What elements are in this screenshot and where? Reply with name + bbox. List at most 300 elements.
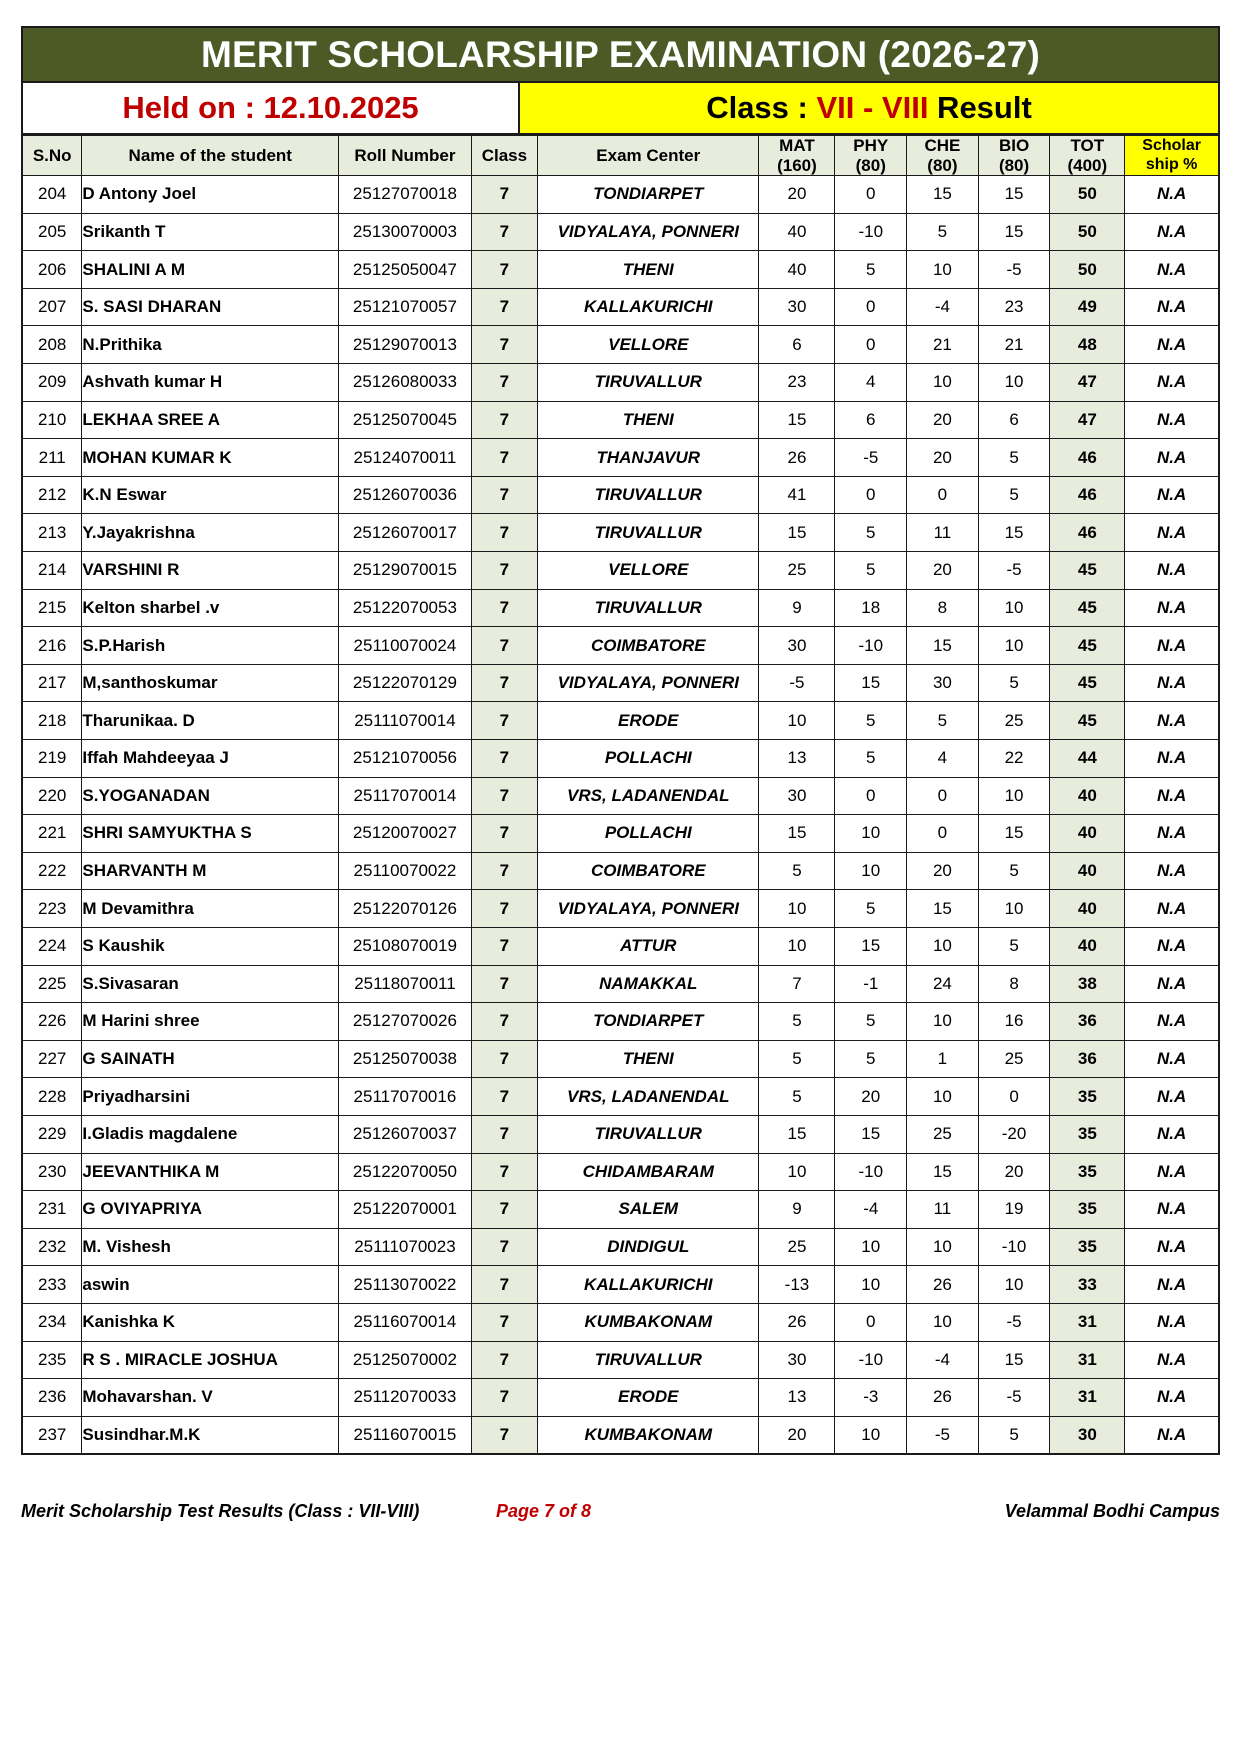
cell-total-score: 31 [1050, 1341, 1125, 1379]
cell-bio-score: -5 [978, 251, 1050, 289]
cell-class: 7 [471, 1303, 537, 1341]
cell-exam-center: DINDIGUL [538, 1228, 759, 1266]
table-row [22, 1416, 1219, 1454]
cell-phy-score: 15 [835, 664, 907, 702]
cell-phy-score: -1 [835, 965, 907, 1003]
held-on-text: Held on : 12.10.2025 [122, 90, 419, 125]
cell-class: 7 [471, 213, 537, 251]
cell-sno: 226 [22, 1003, 82, 1041]
cell-phy-score: 5 [835, 1040, 907, 1078]
cell-class: 7 [471, 927, 537, 965]
cell-student-name: K.N Eswar [82, 476, 339, 514]
cell-mat-score: -13 [759, 1266, 835, 1304]
cell-phy-score: 10 [835, 815, 907, 853]
cell-che-score: 24 [907, 965, 979, 1003]
cell-exam-center: TIRUVALLUR [538, 476, 759, 514]
table-row [22, 476, 1219, 514]
cell-total-score: 50 [1050, 251, 1125, 289]
cell-total-score: 40 [1050, 852, 1125, 890]
cell-mat-score: 5 [759, 1078, 835, 1116]
cell-roll-number: 25124070011 [339, 439, 472, 477]
cell-roll-number: 25122070053 [339, 589, 472, 627]
cell-bio-score: -10 [978, 1228, 1050, 1266]
cell-che-score: 10 [907, 1228, 979, 1266]
cell-sno: 231 [22, 1191, 82, 1229]
cell-che-score: 20 [907, 439, 979, 477]
cell-phy-score: 4 [835, 364, 907, 402]
cell-exam-center: NAMAKKAL [538, 965, 759, 1003]
cell-scholarship-pct: N.A [1125, 1228, 1219, 1266]
class-label-prefix: Class : [706, 90, 817, 125]
column-header-bio-max: (80) [998, 155, 1030, 175]
cell-exam-center: TIRUVALLUR [538, 589, 759, 627]
cell-phy-score: 5 [835, 890, 907, 928]
cell-student-name: Susindhar.M.K [82, 1416, 339, 1454]
cell-phy-score: -10 [835, 1153, 907, 1191]
results-table [21, 135, 1220, 1455]
cell-che-score: 15 [907, 890, 979, 928]
column-header-tot-label: TOT [1070, 136, 1105, 155]
cell-roll-number: 25125070002 [339, 1341, 472, 1379]
table-row [22, 514, 1219, 552]
cell-exam-center: TIRUVALLUR [538, 1115, 759, 1153]
table-row [22, 326, 1219, 364]
cell-class: 7 [471, 552, 537, 590]
table-row [22, 213, 1219, 251]
cell-roll-number: 25120070027 [339, 815, 472, 853]
cell-bio-score: 5 [978, 476, 1050, 514]
cell-scholarship-pct: N.A [1125, 777, 1219, 815]
cell-student-name: M Harini shree [82, 1003, 339, 1041]
cell-sno: 228 [22, 1078, 82, 1116]
page-footer [21, 1501, 1220, 1522]
column-header-mat-label: MAT [779, 136, 815, 155]
cell-exam-center: THENI [538, 401, 759, 439]
cell-mat-score: 40 [759, 213, 835, 251]
class-label-suffix: Result [928, 90, 1032, 125]
cell-exam-center: TIRUVALLUR [538, 514, 759, 552]
cell-mat-score: 41 [759, 476, 835, 514]
cell-scholarship-pct: N.A [1125, 288, 1219, 326]
column-header-name [82, 136, 339, 176]
cell-total-score: 44 [1050, 740, 1125, 778]
cell-class: 7 [471, 1266, 537, 1304]
column-header-scholarship-label: Scholar [1142, 137, 1201, 155]
column-header-sno [22, 136, 82, 176]
cell-total-score: 46 [1050, 476, 1125, 514]
cell-phy-score: 15 [835, 927, 907, 965]
cell-sno: 229 [22, 1115, 82, 1153]
cell-total-score: 30 [1050, 1416, 1125, 1454]
cell-exam-center: TIRUVALLUR [538, 364, 759, 402]
cell-mat-score: 5 [759, 852, 835, 890]
column-header-mat-max: (160) [777, 155, 817, 175]
cell-phy-score: 0 [835, 777, 907, 815]
cell-che-score: 0 [907, 777, 979, 815]
column-header-center-label: Exam Center [596, 145, 701, 165]
cell-student-name: G OVIYAPRIYA [82, 1191, 339, 1229]
cell-class: 7 [471, 702, 537, 740]
column-header-sno-label: S.No [32, 145, 72, 165]
class-result-cell [520, 83, 1218, 133]
cell-sno: 208 [22, 326, 82, 364]
page-title: MERIT SCHOLARSHIP EXAMINATION (2026-27) [200, 33, 1041, 75]
cell-mat-score: 30 [759, 777, 835, 815]
cell-roll-number: 25125070045 [339, 401, 472, 439]
cell-total-score: 40 [1050, 927, 1125, 965]
cell-che-score: 0 [907, 815, 979, 853]
table-row [22, 364, 1219, 402]
cell-phy-score: -5 [835, 439, 907, 477]
class-result-text [706, 90, 1032, 126]
cell-che-score: 20 [907, 401, 979, 439]
cell-sno: 230 [22, 1153, 82, 1191]
cell-student-name: I.Gladis magdalene [82, 1115, 339, 1153]
cell-class: 7 [471, 890, 537, 928]
cell-scholarship-pct: N.A [1125, 1153, 1219, 1191]
cell-che-score: 10 [907, 1303, 979, 1341]
cell-sno: 237 [22, 1416, 82, 1454]
cell-phy-score: 10 [835, 852, 907, 890]
cell-che-score: 26 [907, 1266, 979, 1304]
column-header-phy-label: PHY [853, 136, 889, 155]
cell-class: 7 [471, 1191, 537, 1229]
cell-sno: 209 [22, 364, 82, 402]
cell-mat-score: 30 [759, 1341, 835, 1379]
cell-che-score: 10 [907, 251, 979, 289]
cell-phy-score: -4 [835, 1191, 907, 1229]
cell-roll-number: 25118070011 [339, 965, 472, 1003]
cell-exam-center: KUMBAKONAM [538, 1416, 759, 1454]
cell-che-score: 10 [907, 1003, 979, 1041]
cell-bio-score: 25 [978, 1040, 1050, 1078]
cell-bio-score: 20 [978, 1153, 1050, 1191]
cell-phy-score: 5 [835, 251, 907, 289]
cell-total-score: 31 [1050, 1303, 1125, 1341]
cell-che-score: 5 [907, 213, 979, 251]
cell-exam-center: TIRUVALLUR [538, 1341, 759, 1379]
cell-total-score: 45 [1050, 664, 1125, 702]
cell-class: 7 [471, 401, 537, 439]
cell-student-name: Srikanth T [82, 213, 339, 251]
cell-exam-center: COIMBATORE [538, 852, 759, 890]
cell-total-score: 45 [1050, 627, 1125, 665]
cell-exam-center: VIDYALAYA, PONNERI [538, 890, 759, 928]
cell-total-score: 45 [1050, 552, 1125, 590]
exam-title-banner [21, 26, 1220, 83]
cell-scholarship-pct: N.A [1125, 251, 1219, 289]
cell-che-score: -5 [907, 1416, 979, 1454]
cell-roll-number: 25117070016 [339, 1078, 472, 1116]
cell-exam-center: ATTUR [538, 927, 759, 965]
table-row [22, 927, 1219, 965]
cell-sno: 210 [22, 401, 82, 439]
cell-class: 7 [471, 1416, 537, 1454]
cell-student-name: JEEVANTHIKA M [82, 1153, 339, 1191]
cell-mat-score: 15 [759, 401, 835, 439]
cell-student-name: Iffah Mahdeeyaa J [82, 740, 339, 778]
footer-document-title: Merit Scholarship Test Results (Class : VII-VIII) [21, 1500, 420, 1521]
cell-class: 7 [471, 965, 537, 1003]
cell-class: 7 [471, 514, 537, 552]
cell-che-score: 1 [907, 1040, 979, 1078]
table-row [22, 852, 1219, 890]
cell-bio-score: 5 [978, 664, 1050, 702]
cell-total-score: 31 [1050, 1379, 1125, 1417]
cell-class: 7 [471, 1228, 537, 1266]
cell-student-name: Mohavarshan. V [82, 1379, 339, 1417]
cell-sno: 225 [22, 965, 82, 1003]
column-header-class-label: Class [481, 145, 528, 165]
cell-phy-score: 0 [835, 1303, 907, 1341]
cell-exam-center: THENI [538, 251, 759, 289]
cell-exam-center: VIDYALAYA, PONNERI [538, 213, 759, 251]
cell-roll-number: 25112070033 [339, 1379, 472, 1417]
cell-sno: 224 [22, 927, 82, 965]
cell-bio-score: 10 [978, 627, 1050, 665]
cell-mat-score: 13 [759, 740, 835, 778]
cell-scholarship-pct: N.A [1125, 326, 1219, 364]
cell-exam-center: KUMBAKONAM [538, 1303, 759, 1341]
cell-class: 7 [471, 777, 537, 815]
cell-exam-center: THANJAVUR [538, 439, 759, 477]
table-row [22, 740, 1219, 778]
cell-class: 7 [471, 288, 537, 326]
column-header-che-label: CHE [924, 136, 961, 155]
cell-bio-score: 10 [978, 589, 1050, 627]
cell-exam-center: SALEM [538, 1191, 759, 1229]
cell-scholarship-pct: N.A [1125, 1303, 1219, 1341]
cell-bio-score: 15 [978, 176, 1050, 214]
column-header-tot [1050, 136, 1125, 176]
cell-mat-score: 25 [759, 1228, 835, 1266]
cell-mat-score: 13 [759, 1379, 835, 1417]
cell-mat-score: 30 [759, 627, 835, 665]
cell-sno: 223 [22, 890, 82, 928]
subheader-row [21, 83, 1220, 135]
cell-total-score: 50 [1050, 176, 1125, 214]
cell-sno: 234 [22, 1303, 82, 1341]
cell-roll-number: 25110070022 [339, 852, 472, 890]
cell-mat-score: 7 [759, 965, 835, 1003]
cell-che-score: 11 [907, 514, 979, 552]
cell-mat-score: 10 [759, 890, 835, 928]
cell-student-name: LEKHAA SREE A [82, 401, 339, 439]
cell-roll-number: 25126080033 [339, 364, 472, 402]
cell-class: 7 [471, 326, 537, 364]
cell-che-score: 10 [907, 1078, 979, 1116]
cell-bio-score: -5 [978, 1379, 1050, 1417]
table-row [22, 439, 1219, 477]
cell-phy-score: 5 [835, 1003, 907, 1041]
cell-total-score: 35 [1050, 1228, 1125, 1266]
cell-che-score: 4 [907, 740, 979, 778]
cell-roll-number: 25126070017 [339, 514, 472, 552]
cell-total-score: 45 [1050, 589, 1125, 627]
cell-student-name: S.YOGANADAN [82, 777, 339, 815]
cell-bio-score: 25 [978, 702, 1050, 740]
cell-bio-score: 16 [978, 1003, 1050, 1041]
cell-mat-score: 15 [759, 1115, 835, 1153]
table-row [22, 1266, 1219, 1304]
cell-bio-score: 5 [978, 439, 1050, 477]
table-row [22, 702, 1219, 740]
cell-bio-score: 10 [978, 890, 1050, 928]
column-header-center [538, 136, 759, 176]
cell-total-score: 33 [1050, 1266, 1125, 1304]
cell-sno: 235 [22, 1341, 82, 1379]
column-header-bio-label: BIO [998, 136, 1030, 155]
table-row [22, 1228, 1219, 1266]
cell-bio-score: 23 [978, 288, 1050, 326]
cell-mat-score: 40 [759, 251, 835, 289]
cell-mat-score: 5 [759, 1040, 835, 1078]
column-header-bio [978, 136, 1050, 176]
cell-exam-center: VRS, LADANENDAL [538, 777, 759, 815]
cell-roll-number: 25121070057 [339, 288, 472, 326]
cell-mat-score: 23 [759, 364, 835, 402]
class-value: VII - VIII [816, 90, 929, 125]
cell-roll-number: 25122070001 [339, 1191, 472, 1229]
cell-phy-score: 10 [835, 1416, 907, 1454]
footer-institution: Velammal Bodhi Campus [1004, 1500, 1220, 1521]
cell-scholarship-pct: N.A [1125, 1191, 1219, 1229]
cell-mat-score: 26 [759, 1303, 835, 1341]
cell-roll-number: 25127070026 [339, 1003, 472, 1041]
cell-class: 7 [471, 1379, 537, 1417]
cell-student-name: S Kaushik [82, 927, 339, 965]
column-header-phy-max: (80) [855, 155, 886, 175]
cell-che-score: 30 [907, 664, 979, 702]
cell-total-score: 35 [1050, 1191, 1125, 1229]
cell-student-name: N.Prithika [82, 326, 339, 364]
cell-scholarship-pct: N.A [1125, 702, 1219, 740]
cell-roll-number: 25129070015 [339, 552, 472, 590]
cell-che-score: 21 [907, 326, 979, 364]
table-row [22, 401, 1219, 439]
cell-scholarship-pct: N.A [1125, 1416, 1219, 1454]
cell-phy-score: 5 [835, 740, 907, 778]
cell-che-score: 15 [907, 1153, 979, 1191]
cell-mat-score: 20 [759, 1416, 835, 1454]
cell-phy-score: 15 [835, 1115, 907, 1153]
cell-sno: 204 [22, 176, 82, 214]
column-header-che [907, 136, 979, 176]
cell-che-score: 15 [907, 176, 979, 214]
cell-sno: 236 [22, 1379, 82, 1417]
cell-roll-number: 25127070018 [339, 176, 472, 214]
cell-scholarship-pct: N.A [1125, 627, 1219, 665]
cell-class: 7 [471, 1153, 537, 1191]
cell-scholarship-pct: N.A [1125, 476, 1219, 514]
cell-class: 7 [471, 815, 537, 853]
cell-roll-number: 25110070024 [339, 627, 472, 665]
table-row [22, 965, 1219, 1003]
cell-phy-score: -3 [835, 1379, 907, 1417]
cell-che-score: 11 [907, 1191, 979, 1229]
cell-bio-score: 5 [978, 927, 1050, 965]
cell-exam-center: TONDIARPET [538, 176, 759, 214]
cell-student-name: Tharunikaa. D [82, 702, 339, 740]
cell-che-score: 5 [907, 702, 979, 740]
cell-phy-score: 10 [835, 1228, 907, 1266]
cell-student-name: S. SASI DHARAN [82, 288, 339, 326]
cell-total-score: 47 [1050, 364, 1125, 402]
cell-total-score: 46 [1050, 514, 1125, 552]
cell-roll-number: 25125070038 [339, 1040, 472, 1078]
table-row [22, 1003, 1219, 1041]
cell-phy-score: 5 [835, 552, 907, 590]
cell-sno: 233 [22, 1266, 82, 1304]
cell-scholarship-pct: N.A [1125, 740, 1219, 778]
table-row [22, 664, 1219, 702]
cell-phy-score: 5 [835, 514, 907, 552]
cell-sno: 222 [22, 852, 82, 890]
cell-scholarship-pct: N.A [1125, 1003, 1219, 1041]
cell-class: 7 [471, 1115, 537, 1153]
table-header-row [22, 136, 1219, 176]
cell-che-score: 8 [907, 589, 979, 627]
column-header-roll [339, 136, 472, 176]
cell-mat-score: 10 [759, 927, 835, 965]
cell-roll-number: 25116070014 [339, 1303, 472, 1341]
cell-exam-center: ERODE [538, 702, 759, 740]
cell-roll-number: 25113070022 [339, 1266, 472, 1304]
cell-roll-number: 25117070014 [339, 777, 472, 815]
cell-scholarship-pct: N.A [1125, 890, 1219, 928]
cell-mat-score: 10 [759, 1153, 835, 1191]
cell-student-name: Y.Jayakrishna [82, 514, 339, 552]
table-row [22, 1303, 1219, 1341]
cell-scholarship-pct: N.A [1125, 514, 1219, 552]
cell-bio-score: 0 [978, 1078, 1050, 1116]
table-row [22, 815, 1219, 853]
cell-sno: 219 [22, 740, 82, 778]
cell-exam-center: VELLORE [538, 326, 759, 364]
cell-student-name: Kelton sharbel .v [82, 589, 339, 627]
cell-mat-score: 25 [759, 552, 835, 590]
cell-che-score: -4 [907, 1341, 979, 1379]
cell-phy-score: 20 [835, 1078, 907, 1116]
cell-class: 7 [471, 627, 537, 665]
cell-student-name: R S . MIRACLE JOSHUA [82, 1341, 339, 1379]
cell-sno: 207 [22, 288, 82, 326]
cell-student-name: Priyadharsini [82, 1078, 339, 1116]
cell-mat-score: 26 [759, 439, 835, 477]
cell-student-name: Kanishka K [82, 1303, 339, 1341]
cell-student-name: SHARVANTH M [82, 852, 339, 890]
cell-phy-score: 10 [835, 1266, 907, 1304]
cell-sno: 211 [22, 439, 82, 477]
cell-exam-center: VRS, LADANENDAL [538, 1078, 759, 1116]
cell-sno: 216 [22, 627, 82, 665]
cell-class: 7 [471, 251, 537, 289]
cell-roll-number: 25111070023 [339, 1228, 472, 1266]
cell-mat-score: 5 [759, 1003, 835, 1041]
cell-mat-score: 6 [759, 326, 835, 364]
cell-total-score: 40 [1050, 890, 1125, 928]
column-header-name-label: Name of the student [128, 145, 292, 165]
cell-total-score: 35 [1050, 1115, 1125, 1153]
cell-mat-score: 9 [759, 589, 835, 627]
cell-sno: 227 [22, 1040, 82, 1078]
cell-mat-score: 15 [759, 815, 835, 853]
cell-exam-center: VIDYALAYA, PONNERI [538, 664, 759, 702]
cell-student-name: VARSHINI R [82, 552, 339, 590]
column-header-tot-max: (400) [1067, 155, 1108, 175]
cell-scholarship-pct: N.A [1125, 1266, 1219, 1304]
table-row [22, 251, 1219, 289]
